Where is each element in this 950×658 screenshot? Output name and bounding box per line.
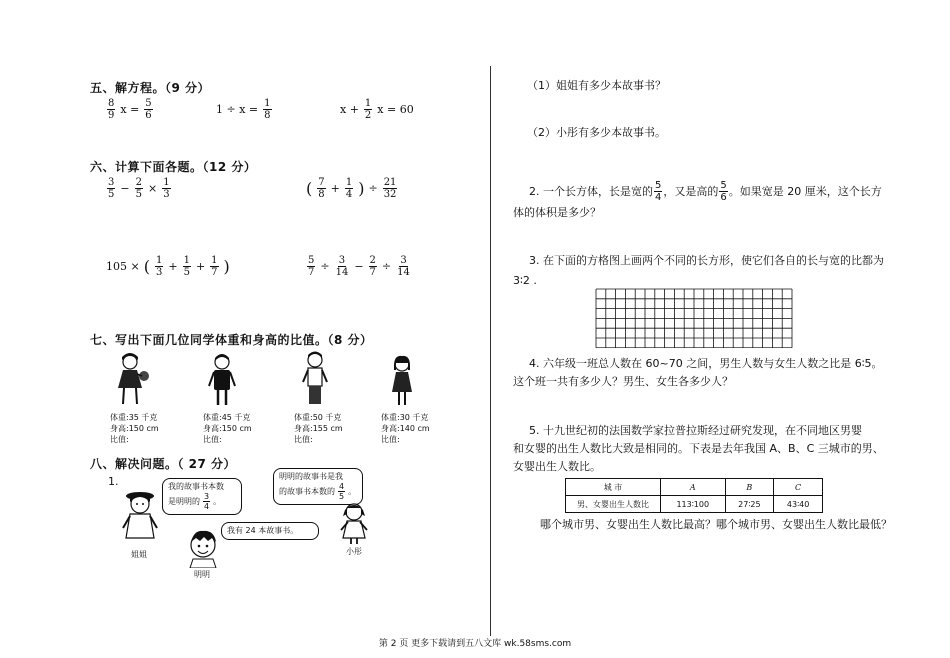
mingming-illustration bbox=[186, 528, 220, 572]
name-label-mingming: 明明 bbox=[194, 570, 210, 579]
question-8-3-line1: 3. 在下面的方格图上画两个不同的长方形，使它们各自的长与宽的比都为 bbox=[529, 254, 884, 267]
question-8-5-line2: 和女婴的出生人数比大致是相同的。下表是去年我国 A、B、C 三城市的男、 bbox=[513, 442, 884, 455]
table-cell: 43∶40 bbox=[774, 496, 823, 513]
table-header-cell: A bbox=[661, 479, 726, 496]
question-8-1a: （1）姐姐有多少本故事书？ bbox=[527, 79, 666, 92]
speech-bubble-xiaotong: 明明的故事书是我 的故事书本数的 $\frac{4}{5}$ 。 bbox=[273, 468, 363, 505]
equation-3: x + $\frac{1}{2}$ x = 60 bbox=[340, 98, 414, 121]
speech-bubble-mingming: 我有 24 本故事书。 bbox=[221, 522, 319, 540]
student-illustration-3 bbox=[299, 350, 331, 412]
table-cell: 113∶100 bbox=[661, 496, 726, 513]
student-illustration-1 bbox=[112, 352, 152, 412]
question-8-1b: （2）小彤有多少本故事书。 bbox=[527, 126, 666, 139]
student-stats-2: 体重:45 千克 身高:150 cm 比值: bbox=[203, 413, 252, 444]
student-stats-4: 体重:30 千克 身高:140 cm 比值: bbox=[381, 413, 430, 444]
question-8-5-line1: 5. 十九世纪初的法国数学家拉普拉斯经过研究发现，在不同地区男婴 bbox=[529, 424, 862, 437]
table-header-cell: C bbox=[774, 479, 823, 496]
city-birth-ratio-table bbox=[565, 478, 823, 513]
student-stats-3: 体重:50 千克 身高:155 cm 比值: bbox=[294, 413, 343, 444]
question-8-5-question: 哪个城市男、女婴出生人数比最高？哪个城市男、女婴出生人数比最低？ bbox=[540, 518, 892, 531]
question-8-2-line2: 体的体积是多少？ bbox=[513, 206, 601, 219]
calc-4: $\frac{5}{7}$ ÷ $\frac{3}{14}$ − $\frac{2}{7}$ ÷ $\frac{3}{14}$ bbox=[308, 255, 410, 278]
section-7-title: 七、写出下面几位同学体重和身高的比值。（8 分） bbox=[90, 333, 373, 347]
question-8-1-number: 1. bbox=[108, 475, 119, 488]
section-6-title: 六、计算下面各题。（12 分） bbox=[90, 160, 257, 174]
name-label-xiaotong: 小彤 bbox=[346, 547, 362, 556]
speech-bubble-sister: 我的故事书本数 是明明的 $\frac{3}{4}$ 。 bbox=[162, 478, 242, 515]
calc-2: ( $\frac{7}{8}$ + $\frac{1}{4}$ ) ÷ $\frac{21}{32}$ bbox=[306, 177, 397, 200]
equation-1: $\frac{8}{9}$ x = $\frac{5}{6}$ bbox=[108, 98, 152, 121]
section-8-title: 八、解决问题。（ 27 分） bbox=[90, 457, 237, 471]
question-8-5-line3: 女婴出生人数比。 bbox=[513, 460, 601, 473]
question-8-4-line2: 这个班一共有多少人？男生、女生各多少人？ bbox=[513, 375, 733, 388]
table-header-row bbox=[566, 479, 823, 496]
student-stats-1: 体重:35 千克 身高:150 cm 比值: bbox=[110, 413, 159, 444]
name-label-sister: 姐姐 bbox=[131, 550, 147, 559]
table-cell: 男、女婴出生人数比 bbox=[566, 496, 661, 513]
table-header-cell: B bbox=[725, 479, 774, 496]
column-divider bbox=[490, 66, 491, 636]
page-footer: 第 2 页 更多下载请到五八文库 wk.58sms.com bbox=[378, 639, 572, 649]
square-grid[interactable] bbox=[595, 288, 793, 348]
table-row bbox=[566, 496, 823, 513]
question-8-2-line1: 2. 一个长方体，长是宽的 $\frac{5}{4}$ ，又是高的 $\frac{5}{6}$ 。如果宽是 20 厘米，这个长方 bbox=[529, 180, 882, 203]
section-5-title: 五、解方程。（9 分） bbox=[90, 81, 211, 95]
sister-illustration bbox=[118, 490, 162, 550]
calc-3: 105 × ( $\frac{1}{3}$ + $\frac{1}{5}$ + $\frac{1}{7}$ ) bbox=[106, 255, 230, 278]
table-header-cell: 城 市 bbox=[566, 479, 661, 496]
table-cell: 27∶25 bbox=[725, 496, 774, 513]
equation-2: 1 ÷ x = $\frac{1}{8}$ bbox=[216, 98, 271, 121]
question-8-3-line2: 3∶2 . bbox=[513, 274, 537, 287]
question-8-4-line1: 4. 六年级一班总人数在 60~70 之间，男生人数与女生人数之比是 6∶5。 bbox=[529, 357, 883, 370]
calc-1: $\frac{3}{5}$ − $\frac{2}{5}$ × $\frac{1}{3}$ bbox=[108, 177, 170, 200]
student-illustration-4 bbox=[387, 354, 417, 412]
xiaotong-illustration bbox=[338, 500, 370, 548]
student-illustration-2 bbox=[206, 352, 238, 412]
